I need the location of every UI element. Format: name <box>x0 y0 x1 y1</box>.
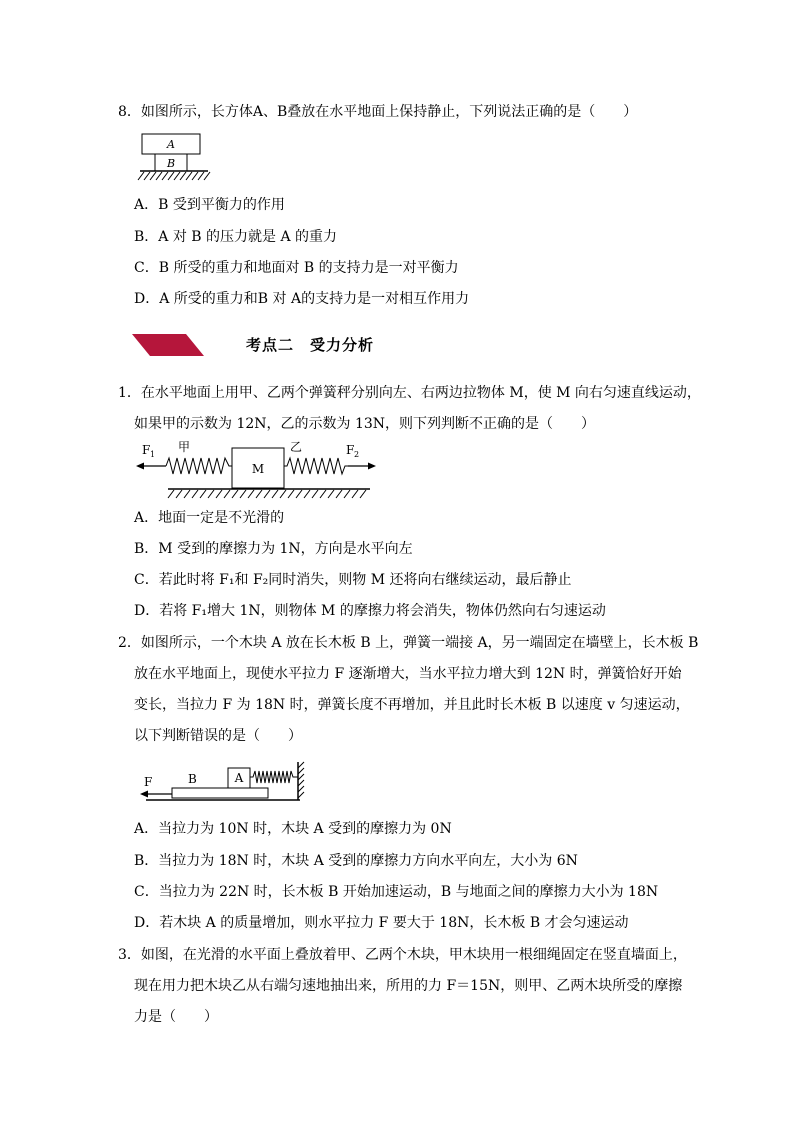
q2-figure <box>138 760 306 806</box>
q3-stem-line-3: 力是（ ） <box>134 1009 218 1025</box>
spring-jia <box>166 458 232 474</box>
q2-stem-line-3: 变长，当拉力 F 为 18N 时，弹簧长度不再增加，并且此时长木板 B 以速度 v 匀速运动， <box>134 697 690 713</box>
q8-option-b: B．A 对 B 的压力就是 A 的重力 <box>134 229 338 245</box>
yi-label: 乙 <box>290 440 303 454</box>
q2-option-b: B．当拉力为 18N 时，木块 A 受到的摩擦力方向水平向左，大小为 6N <box>134 853 578 869</box>
q2-f-arrowhead <box>140 791 148 798</box>
board-b <box>172 788 268 798</box>
q8-stem: 8．如图所示，长方体A、B叠放在水平地面上保持静止，下列说法正确的是（ ） <box>118 104 638 120</box>
q2-stem-line-1: 2．如图所示，一个木块 A 放在长木板 B 上，弹簧一端接 A，另一端固定在墙壁上，长木板 B <box>118 635 699 651</box>
q2-f-label: F <box>144 775 153 789</box>
f1-arrowhead <box>136 463 144 470</box>
section-banner-shape <box>132 334 204 356</box>
block-m-label: M <box>251 462 265 476</box>
q3-stem-line-2: 现在用力把木块乙从右端匀速地抽出来，所用的力 F＝15N，则甲、乙两木块所受的摩擦 <box>134 978 683 994</box>
q8-option-d: D．A 所受的重力和B 对 A的支持力是一对相互作用力 <box>134 291 470 307</box>
ground-hatch <box>138 172 210 180</box>
f1-subscript: 1 <box>150 450 156 459</box>
q1-ground-hatch <box>168 490 366 498</box>
q1-stem-line-2: 如果甲的示数为 12N，乙的示数为 13N，则下列判断不正确的是（ ） <box>134 416 596 432</box>
block-b-label: B <box>166 157 176 170</box>
block-a-label: A <box>167 138 175 151</box>
f2-arrowhead <box>368 463 376 470</box>
q1-option-a: A．地面一定是不光滑的 <box>134 510 285 526</box>
q3-stem-line-1: 3．如图，在光滑的水平面上叠放着甲、乙两个木块，甲木块用一根细绳固定在竖直墙面上， <box>118 947 687 963</box>
q8-figure <box>136 132 216 186</box>
q1-option-d: D．若将 F₁增大 1N，则物体 M 的摩擦力将会消失，物体仍然向右匀速运动 <box>134 603 606 619</box>
block-a-q2-label: A <box>234 771 244 785</box>
q1-figure <box>136 436 380 500</box>
f2-label: F <box>346 443 355 457</box>
jia-label: 甲 <box>178 440 191 454</box>
f2-subscript: 2 <box>354 450 360 459</box>
q2-stem-line-4: 以下判断错误的是（ ） <box>134 728 302 744</box>
q1-stem-line-1: 1．在水平地面上用甲、乙两个弹簧秤分别向左、右两边拉物体 M，使 M 向右匀速直线运动， <box>118 385 701 401</box>
q2-option-d: D．若木块 A 的质量增加，则水平拉力 F 要大于 18N，长木板 B 才会匀速运动 <box>134 915 629 931</box>
section-title: 考点二 受力分析 <box>246 336 375 354</box>
f1-label: F <box>142 443 151 457</box>
q2-stem-line-2: 放在水平地面上，现使水平拉力 F 逐渐增大，当水平拉力增大到 12N 时，弹簧恰好开始 <box>134 666 682 682</box>
q1-option-b: B．M 受到的摩擦力为 1N，方向是水平向左 <box>134 541 413 557</box>
q2-spring <box>250 771 298 783</box>
board-b-label: B <box>188 772 197 786</box>
wall-hatch <box>298 762 304 798</box>
spring-yi <box>284 458 348 474</box>
section-parallelogram <box>132 334 204 356</box>
q2-option-a: A．当拉力为 10N 时，木块 A 受到的摩擦力为 0N <box>134 821 452 837</box>
q8-option-c: C．B 所受的重力和地面对 B 的支持力是一对平衡力 <box>134 260 459 276</box>
q8-option-a: A．B 受到平衡力的作用 <box>134 197 285 213</box>
q2-option-c: C．当拉力为 22N 时，长木板 B 开始加速运动，B 与地面之间的摩擦力大小为 18N <box>134 884 659 900</box>
q1-option-c: C．若此时将 F₁和 F₂同时消失，则物 M 还将向右继续运动，最后静止 <box>134 572 572 588</box>
